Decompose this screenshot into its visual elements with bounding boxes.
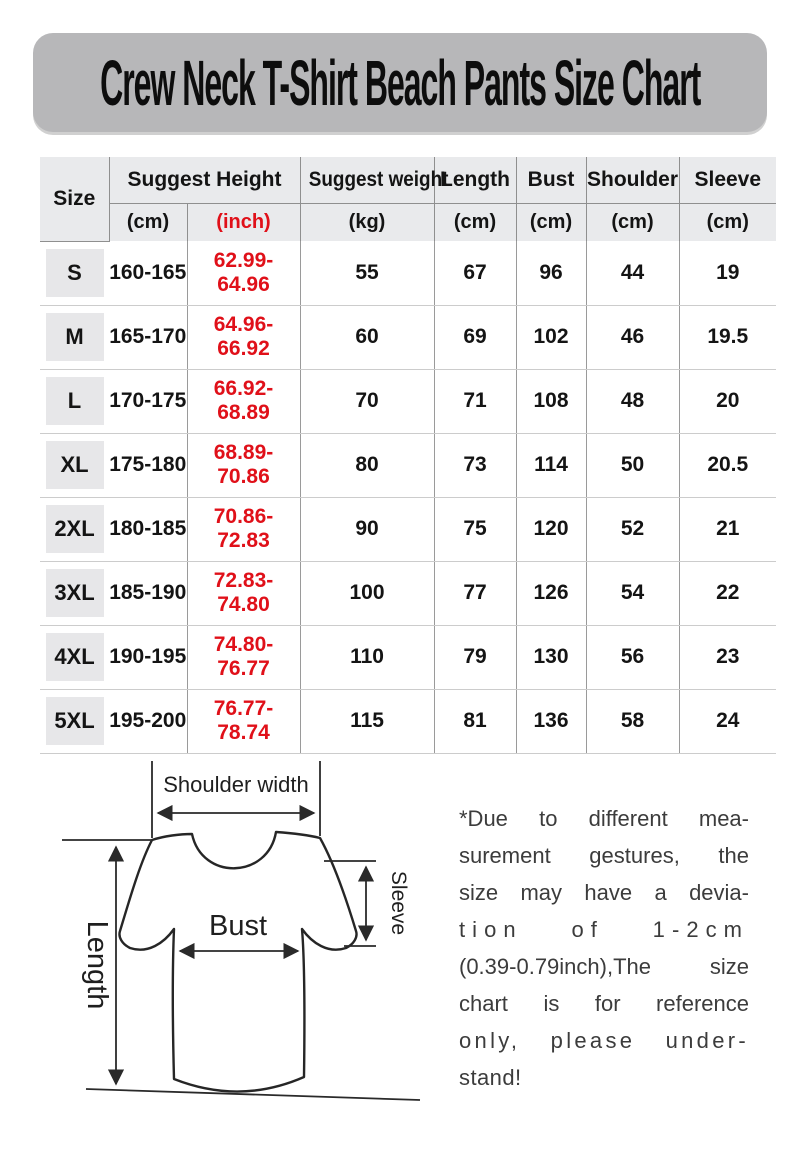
table-row [40,241,776,305]
size-badge: XL [46,441,104,489]
cell-height-inch: 62.99-64.96 [187,241,300,305]
unit-weight-kg: (kg) [300,203,434,241]
unit-length-cm: (cm) [434,203,516,241]
cell-height-inch: 74.80-76.77 [187,625,300,689]
cell-shoulder-cm: 52 [586,497,679,561]
col-header-shoulder: Shoulder [586,157,679,203]
cell-height-inch: 68.89-70.86 [187,433,300,497]
table-row [40,625,776,689]
col-header-suggest-weight [300,157,448,203]
cell-height-cm: 165-170 [109,305,187,369]
table-row [40,305,776,369]
cell-shoulder-cm: 56 [586,625,679,689]
note-line: (0.39-0.79inch),The size [459,954,749,979]
cell-size [40,305,109,369]
size-badge: M [46,313,104,361]
table-row [40,433,776,497]
cell-sleeve-cm: 19.5 [679,305,776,369]
cell-size [40,369,109,433]
cell-length-cm: 75 [434,497,516,561]
cell-bust-cm: 96 [516,241,586,305]
cell-height-inch: 64.96-66.92 [187,305,300,369]
header-row-labels [40,157,776,203]
cell-size [40,433,109,497]
header-row-units [40,203,776,241]
cell-size [40,625,109,689]
cell-bust-cm: 108 [516,369,586,433]
cell-shoulder-cm: 58 [586,689,679,753]
cell-size [40,689,109,753]
cell-height-inch: 70.86-72.83 [187,497,300,561]
cell-bust-cm: 136 [516,689,586,753]
col-header-size: Size [40,157,109,241]
cell-height-inch: 72.83-74.80 [187,561,300,625]
col-header-bust: Bust [516,157,586,203]
cell-length-cm: 69 [434,305,516,369]
cell-sleeve-cm: 21 [679,497,776,561]
unit-height-cm: (cm) [109,203,187,241]
cell-weight-kg: 70 [300,369,434,433]
size-table-body [40,241,776,753]
cell-length-cm: 73 [434,433,516,497]
cell-height-cm: 190-195 [109,625,187,689]
cell-shoulder-cm: 44 [586,241,679,305]
cell-height-cm: 195-200 [109,689,187,753]
cell-height-inch: 76.77-78.74 [187,689,300,753]
col-header-suggest-weight-label: Suggest weight [308,167,448,191]
cell-shoulder-cm: 50 [586,433,679,497]
unit-shoulder-cm: (cm) [586,203,679,241]
cell-height-cm: 170-175 [109,369,187,433]
cell-size [40,561,109,625]
cell-length-cm: 67 [434,241,516,305]
cell-sleeve-cm: 20.5 [679,433,776,497]
cell-shoulder-cm: 54 [586,561,679,625]
cell-bust-cm: 130 [516,625,586,689]
cell-weight-kg: 60 [300,305,434,369]
cell-height-cm: 160-165 [109,241,187,305]
size-chart-table [40,157,776,754]
size-badge: 3XL [46,569,104,617]
size-badge: S [46,249,104,297]
disclaimer-note [459,800,749,1096]
title-banner [33,33,767,132]
page-title: Crew Neck T-Shirt Beach Pants Size Chart [99,46,701,119]
note-line: size may have a devia- [459,880,749,905]
cell-sleeve-cm: 20 [679,369,776,433]
cell-sleeve-cm: 19 [679,241,776,305]
cell-sleeve-cm: 23 [679,625,776,689]
cell-weight-kg: 110 [300,625,434,689]
unit-height-inch: (inch) [187,203,300,241]
cell-length-cm: 71 [434,369,516,433]
shoulder-width-label: Shoulder width [163,772,309,797]
table-row [40,497,776,561]
tshirt-outline [119,832,356,1092]
cell-bust-cm: 102 [516,305,586,369]
cell-shoulder-cm: 46 [586,305,679,369]
note-line: tion of 1-2cm [459,917,749,942]
note-line: *Due to different mea- [459,806,749,831]
note-line: stand! [459,1065,522,1090]
table-row [40,689,776,753]
cell-weight-kg: 115 [300,689,434,753]
cell-bust-cm: 120 [516,497,586,561]
note-line: chart is for reference [459,991,749,1016]
note-line: surement gestures, the [459,843,749,868]
cell-shoulder-cm: 48 [586,369,679,433]
length-label: Length [81,920,113,1010]
cell-weight-kg: 55 [300,241,434,305]
cell-length-cm: 79 [434,625,516,689]
cell-height-cm: 185-190 [109,561,187,625]
cell-sleeve-cm: 22 [679,561,776,625]
cell-bust-cm: 114 [516,433,586,497]
cell-length-cm: 77 [434,561,516,625]
cell-weight-kg: 80 [300,433,434,497]
unit-sleeve-cm: (cm) [679,203,776,241]
size-badge: L [46,377,104,425]
note-line: only, please under- [459,1028,749,1053]
col-header-suggest-height: Suggest Height [109,157,300,203]
bust-label: Bust [208,910,268,942]
cell-size [40,241,109,305]
cell-size [40,497,109,561]
tshirt-measurement-diagram [40,753,440,1115]
unit-bust-cm: (cm) [516,203,586,241]
size-badge: 4XL [46,633,104,681]
col-header-length: Length [434,157,516,203]
cell-sleeve-cm: 24 [679,689,776,753]
cell-length-cm: 81 [434,689,516,753]
table-row [40,561,776,625]
sleeve-label: Sleeve [387,870,410,936]
cell-bust-cm: 126 [516,561,586,625]
table-row [40,369,776,433]
size-badge: 2XL [46,505,104,553]
size-badge: 5XL [46,697,104,745]
col-header-sleeve: Sleeve [679,157,776,203]
cell-height-inch: 66.92-68.89 [187,369,300,433]
cell-weight-kg: 90 [300,497,434,561]
cell-height-cm: 180-185 [109,497,187,561]
cell-height-cm: 175-180 [109,433,187,497]
cell-weight-kg: 100 [300,561,434,625]
